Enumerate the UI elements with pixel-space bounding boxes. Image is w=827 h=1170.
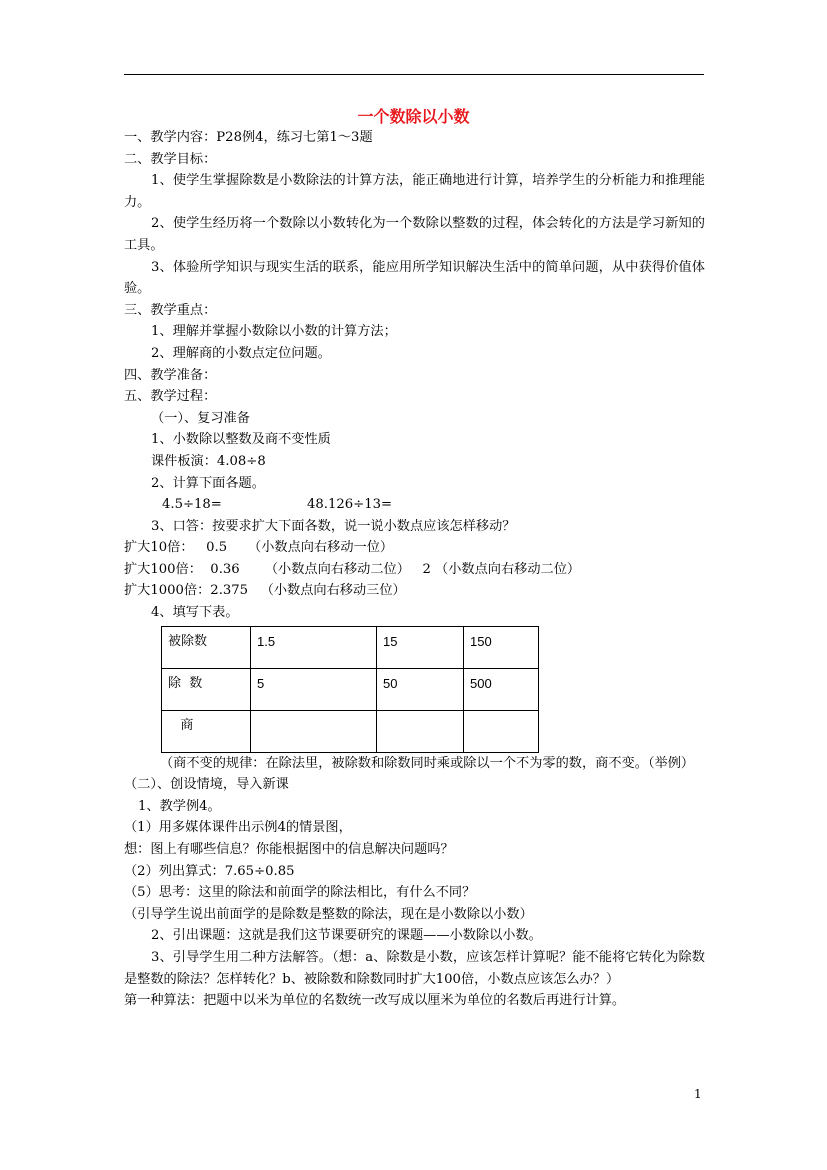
table-cell: 1.5 — [251, 626, 377, 668]
document-title: 一个数除以小数 — [357, 107, 470, 126]
line-process: 五、教学过程： — [124, 389, 217, 405]
expand-10: 扩大10倍： 0.5 （小数点向右移动一位） — [124, 540, 394, 556]
scenario-item-2: 2、引出课题：这就是我们这节课要研究的课题——小数除以小数。 — [151, 928, 542, 944]
line-teaching-goals: 二、教学目标： — [124, 151, 217, 167]
table-cell: 被除数 — [162, 626, 251, 668]
table-cell — [251, 710, 377, 752]
calc-a: 4.5÷18= — [162, 497, 222, 513]
goal-3: 3、体验所学知识与现实生活的联系，能应用所学知识解决生活中的简单问题，从中获得价值体验。 — [124, 259, 705, 297]
table-cell — [377, 710, 464, 752]
scenario-item-1: 1、教学例4。 — [138, 798, 221, 814]
expand-100: 扩大100倍： 0.36 （小数点向右移动二位） 2 （小数点向右移动二位） — [124, 561, 581, 577]
line-preparation: 四、教学准备： — [124, 367, 217, 383]
section-review: （一）、复习准备 — [151, 410, 250, 426]
table-row — [162, 710, 539, 752]
key-point-1: 1、理解并掌握小数除以小数的计算方法； — [151, 324, 397, 340]
header-rule — [124, 74, 704, 75]
expand-1000: 扩大1000倍：2.375 （小数点向右移动三位） — [124, 583, 406, 599]
line-teaching-content: 一、教学内容：P28例4，练习七第1～3题 — [124, 130, 373, 145]
quotient-table — [161, 626, 539, 753]
table-cell: 除 数 — [162, 668, 251, 710]
table-cell: 150 — [464, 626, 539, 668]
scenario-item-3: 3、引导学生用二种方法解答。（想：a、除数是小数，应该怎样计算呢？能不能将它转化为除数是整数的除法？怎样转化？b、被除数和除数同时扩大100倍，小数点应该怎么办？） — [124, 950, 705, 987]
table-cell: 15 — [377, 626, 464, 668]
table-cell — [464, 710, 539, 752]
review-item-2: 2、计算下面各题。 — [151, 475, 265, 491]
scenario-guide: （引导学生说出前面学的是除数是整数的除法，现在是小数除以小数） — [124, 906, 533, 922]
review-item-3: 3、口答：按要求扩大下面各数，说一说小数点应该怎样移动？ — [151, 518, 516, 534]
table-cell: 商 — [162, 710, 251, 752]
review-item-4: 4、填写下表。 — [151, 605, 239, 621]
calc-b: 48.126÷13= — [307, 497, 393, 513]
table-cell: 50 — [377, 668, 464, 710]
scenario-step-2: （2）列出算式：7.65÷0.85 — [124, 863, 295, 879]
section-scenario: （二）、创设情境，导入新课 — [124, 777, 289, 793]
first-method: 第一种算法：把题中以米为单位的名数统一改写成以厘米为单位的名数后再进行计算。 — [124, 993, 626, 1009]
scenario-step-5: （5）思考：这里的除法和前面学的除法相比，有什么不同？ — [124, 885, 476, 901]
calc-row — [124, 494, 705, 516]
page-number: 1 — [694, 1087, 702, 1101]
scenario-step-1: （1）用多媒体课件出示例4的情景图， — [124, 820, 352, 836]
goal-1: 1、使学生掌握除数是小数除法的计算方法，能正确地进行计算，培养学生的分析能力和推理能力。 — [124, 173, 705, 210]
line-key-points: 三、教学重点： — [124, 302, 217, 318]
key-point-2: 2、理解商的小数点定位问题。 — [151, 345, 331, 361]
table-row — [162, 626, 539, 668]
review-demo: 课件板演：4.08÷8 — [151, 453, 266, 469]
scenario-think: 想：图上有哪些信息？你能根据图中的信息解决问题吗？ — [124, 842, 454, 858]
table-cell: 500 — [464, 668, 539, 710]
document-body — [124, 127, 705, 1012]
review-item-1: 1、小数除以整数及商不变性质 — [151, 432, 331, 448]
quotient-rule: （商不变的规律：在除法里，被除数和除数同时乘或除以一个不为零的数，商不变。（举例） — [160, 755, 695, 771]
table-row — [162, 668, 539, 710]
goal-2: 2、使学生经历将一个数除以小数转化为一个数除以整数的过程，体会转化的方法是学习新知的工具。 — [124, 216, 705, 253]
table-cell: 5 — [251, 668, 377, 710]
